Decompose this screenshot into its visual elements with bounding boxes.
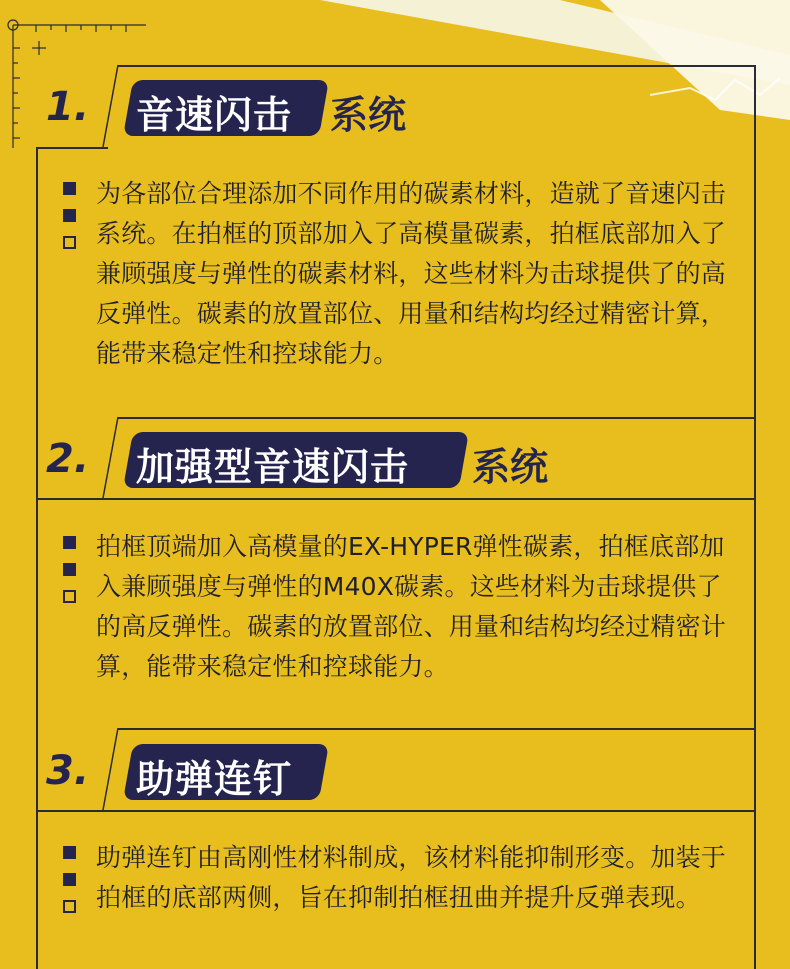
bullet-square: [63, 182, 76, 195]
section-1-number: 1.: [46, 84, 90, 130]
section-2-top-line: [118, 417, 755, 419]
bullet-square-hollow: [63, 590, 76, 603]
bullet-square: [63, 846, 76, 859]
section-1-bottom-line: [36, 147, 108, 149]
frame-left: [36, 148, 38, 969]
section-2-title-highlight-text: 加强型音速闪击: [136, 445, 410, 489]
section-3-top-line: [118, 728, 755, 730]
section-2-bottom-line: [36, 498, 755, 500]
section-2-title-rest: 系统: [472, 445, 549, 489]
bullet-square: [63, 536, 76, 549]
section-1-top-line: [118, 65, 755, 67]
bullet-square-hollow: [63, 900, 76, 913]
bullet-square: [63, 563, 76, 576]
section-3-bottom-line: [36, 810, 755, 812]
section-3-body: 助弹连钉由高刚性材料制成，该材料能抑制形变。加装于拍框的底部两侧，旨在抑制拍框扭曲并提升反弹表现。: [96, 843, 727, 912]
bullet-square-hollow: [63, 236, 76, 249]
frame-right: [754, 65, 756, 969]
bullet-square: [63, 873, 76, 886]
section-3-bullets: [63, 846, 79, 927]
section-1-body: 为各部位合理添加不同作用的碳素材料，造就了音速闪击系统。在拍框的顶部加入了高模量碳素，拍框底部加入了兼顾强度与弹性的碳素材料，这些材料为击球提供了的高反弹性。碳素的放置部位、用量和结构均经过精密计算，能带来稳定性和控球能力。: [96, 179, 727, 368]
section-1-title-rest: 系统: [330, 93, 407, 137]
bullet-square: [63, 209, 76, 222]
section-1-title-highlight-text: 音速闪击: [136, 93, 293, 137]
section-3-number: 3.: [46, 748, 90, 794]
section-2-bullets: [63, 536, 79, 617]
section-3-title-highlight-text: 助弹连钉: [136, 757, 293, 801]
section-1-bullets: [63, 182, 79, 263]
section-2-number: 2.: [46, 436, 90, 482]
section-2-body: 拍框顶端加入高模量的EX-HYPER弹性碳素，拍框底部加入兼顾强度与弹性的M40X碳素。这些材料为击球提供了的高反弹性。碳素的放置部位、用量和结构均经过精密计算，能带来稳定性和控球能力。: [96, 532, 727, 681]
